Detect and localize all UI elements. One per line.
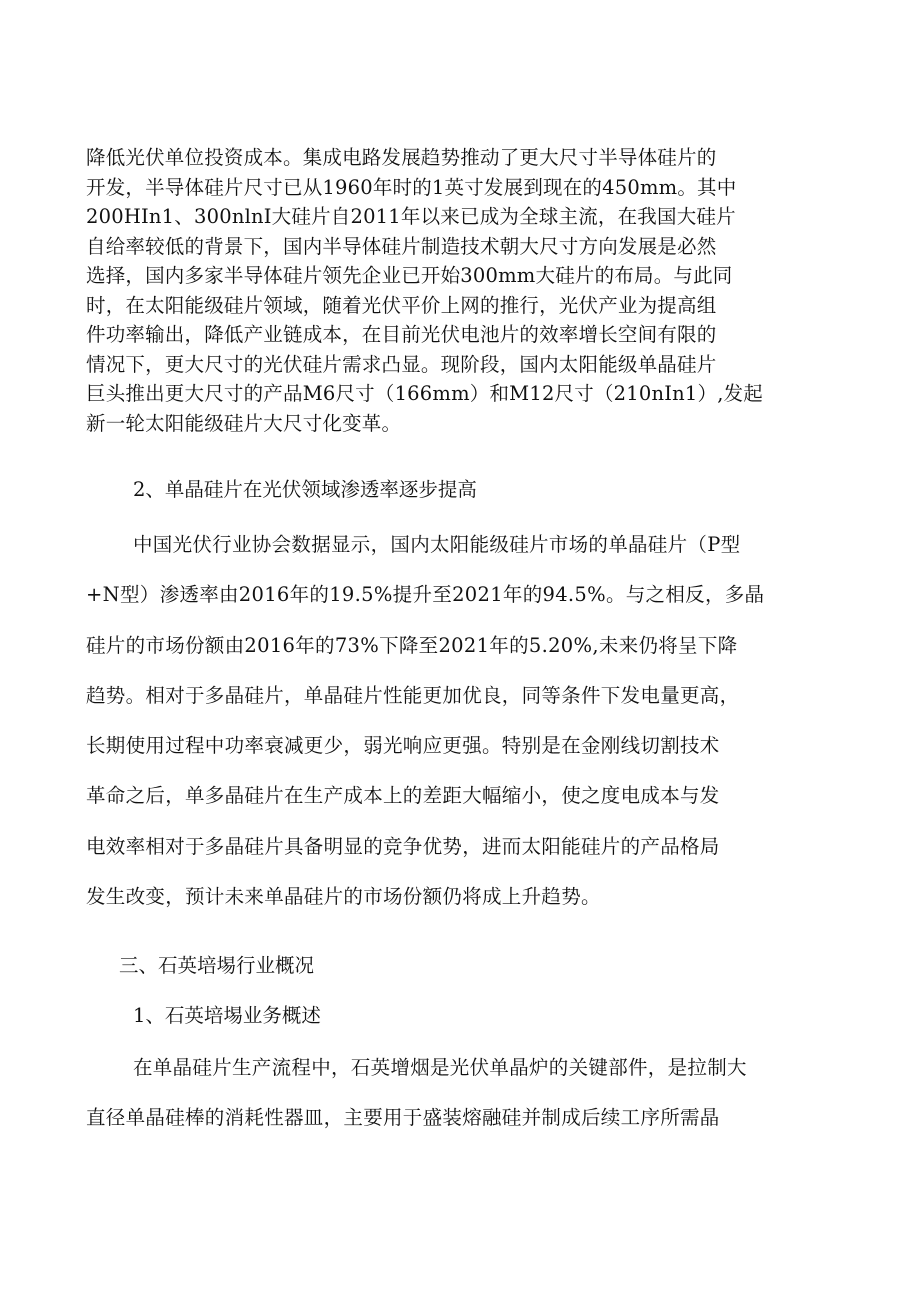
text-line: +N型）渗透率由2016年的19.5%提升至2021年的94.5%。与之相反，多晶 [86, 583, 765, 607]
paragraph-large-wafer-trend [86, 143, 866, 438]
paragraph-mono-penetration [86, 520, 866, 922]
text-line: 革命之后，单多晶硅片在生产成本上的差距大幅缩小，使之度电成本与发 [86, 784, 720, 808]
text-line: 电效率相对于多晶硅片具备明显的竞争优势，进而太阳能硅片的产品格局 [86, 834, 720, 858]
text-line: 巨头推出更大尺寸的产品M6尺寸（166mm）和M12尺寸（210nIn1）,发起 [86, 382, 763, 405]
text-line: 时，在太阳能级硅片领域，随着光伏平价上网的推行，光伏产业为提高组 [86, 293, 717, 317]
text-line: 在单晶硅片生产流程中，石英增烟是光伏单晶炉的关键部件，是拉制大 [133, 1056, 747, 1079]
text-line: 发生改变，预计未来单晶硅片的市场份额仍将成上升趋势。 [86, 885, 601, 909]
text-line: 自给率较低的背景下，国内半导体硅片制造技术朝大尺寸方向发展是必然 [86, 234, 717, 258]
text-line: 趋势。相对于多晶硅片，单晶硅片性能更加优良，同等条件下发电量更高， [86, 683, 740, 707]
text-line: 情况下，更大尺寸的光伏硅片需求凸显。现阶段，国内太阳能级单晶硅片 [86, 352, 717, 376]
paragraph-quartz-crucible [86, 1043, 866, 1144]
text-line: 长期使用过程中功率衰减更少，弱光响应更强。特别是在金刚线切割技术 [86, 734, 720, 758]
text-line: 选择，国内多家半导体硅片领先企业已开始300mm大硅片的布局。与此同 [86, 264, 733, 287]
text-line: 中国光伏行业协会数据显示，国内太阳能级硅片市场的单晶硅片（P型 [133, 533, 741, 556]
text-line: 降低光伏单位投资成本。集成电路发展趋势推动了更大尺寸半导体硅片的 [86, 146, 717, 169]
text-line: 硅片的市场份额由2016年的73%下降至2021年的5.20%,未来仍将呈下降 [86, 633, 738, 657]
subsection-heading-quartz-crucible-business: 1、石英培埸业务概述 [133, 1004, 321, 1027]
text-line: 直径单晶硅棒的消耗性器皿，主要用于盛装熔融硅并制成后续工序所需晶 [86, 1106, 720, 1130]
text-line: 开发，半导体硅片尺寸已从1960年时的1英寸发展到现在的450mm。其中 [86, 175, 737, 199]
section-heading-mono-penetration: 2、单晶硅片在光伏领域渗透率逐步提高 [133, 478, 477, 501]
section-heading-quartz-crucible-industry: 三、石英培埸行业概况 [119, 954, 315, 977]
text-line: 件功率输出，降低产业链成本，在目前光伏电池片的效率增长空间有限的 [86, 323, 717, 346]
text-line: 200HIn1、300nlnI大硅片自2011年以来已成为全球主流，在我国大硅片 [86, 205, 736, 228]
text-line: 新一轮太阳能级硅片大尺寸化变革。 [86, 411, 402, 435]
